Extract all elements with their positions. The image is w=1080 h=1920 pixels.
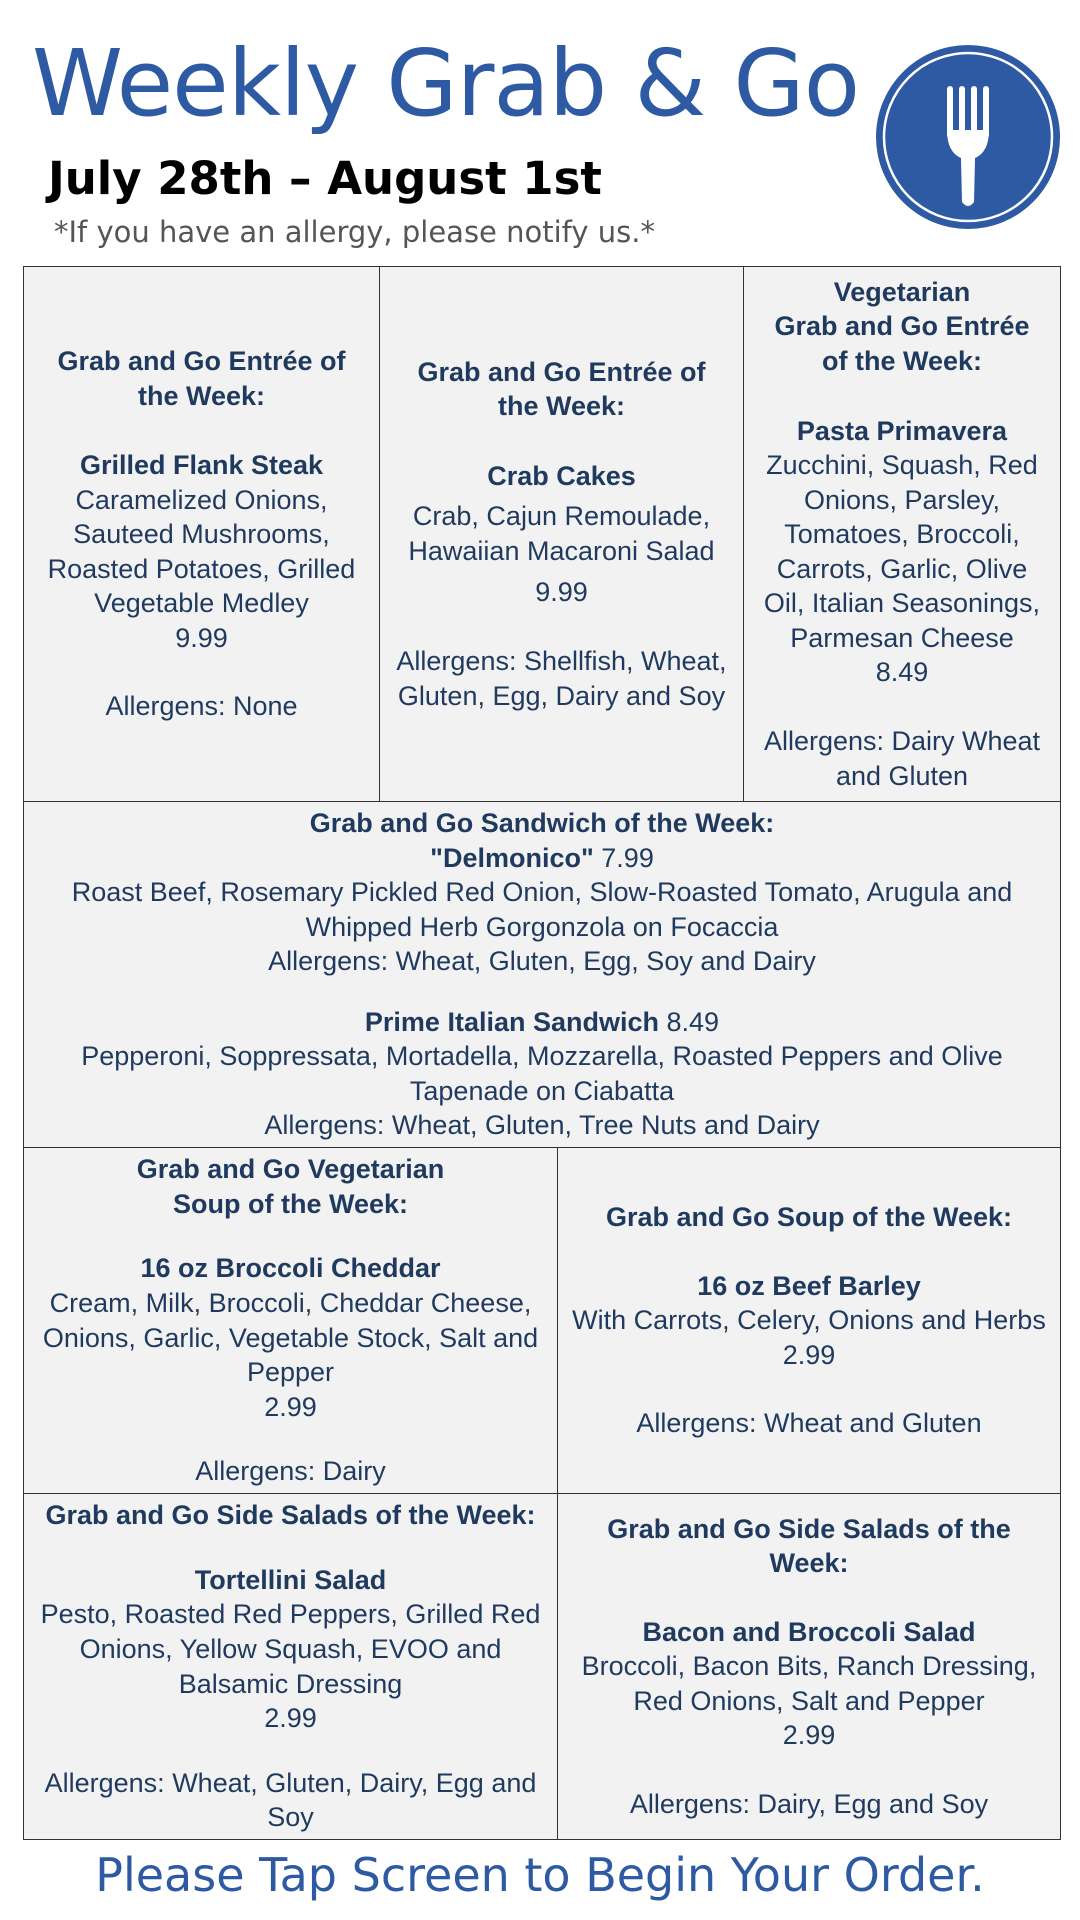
soup-description: Cream, Milk, Broccoli, Cheddar Cheese, Onions, Garlic, Vegetable Stock, Salt and Pepper — [42, 1287, 539, 1388]
menu-grid — [23, 266, 1061, 1840]
sandwich-item-1-title — [430, 841, 654, 876]
sandwich-price: 8.49 — [666, 1006, 720, 1037]
sandwich-heading: Grab and Go Sandwich of the Week: — [309, 808, 775, 838]
soup-name: 16 oz Beef Barley — [697, 1270, 921, 1301]
soup-name: 16 oz Broccoli Cheddar — [140, 1253, 441, 1284]
salad-name: Tortellini Salad — [194, 1564, 387, 1595]
entree-heading: Grab and Go Entrée of the Week: — [417, 356, 706, 422]
entree-allergens: Allergens: None — [105, 691, 298, 722]
entree-heading-prefix: Vegetarian — [833, 276, 971, 307]
tap-to-begin-prompt[interactable]: Please Tap Screen to Begin Your Order. — [95, 1848, 985, 1902]
allergy-notice: *If you have an allergy, please notify us.* — [54, 215, 655, 249]
salad-description: Pesto, Roasted Red Peppers, Grilled Red Onions, Yellow Squash, EVOO and Balsamic Dressing — [40, 1599, 541, 1699]
soup-price: 2.99 — [264, 1391, 317, 1422]
salad-price: 2.99 — [782, 1720, 836, 1751]
sandwich-item-2-title — [365, 1005, 719, 1040]
entree-heading: Grab and Go Entrée of the Week: — [57, 346, 346, 411]
sandwich-description: Pepperoni, Soppressata, Mortadella, Mozzarella, Roasted Peppers and Olive Tapenade on Ciabatta — [81, 1041, 1003, 1106]
entree-card-1[interactable] — [23, 266, 380, 802]
soup-description: With Carrots, Celery, Onions and Herbs — [572, 1305, 1046, 1336]
page-title: Weekly Grab & Go — [32, 30, 860, 137]
salad-heading: Grab and Go Side Salads of the Week: — [607, 1513, 1011, 1579]
soup-heading: Grab and Go Soup of the Week: — [605, 1202, 1013, 1233]
entree-allergens: Allergens: Dairy Wheat and Gluten — [763, 725, 1041, 791]
salad-allergens: Allergens: Wheat, Gluten, Dairy, Egg and Soy — [44, 1767, 537, 1833]
entree-name: Grilled Flank Steak — [79, 450, 324, 481]
entree-card-3[interactable] — [743, 266, 1061, 802]
sandwich-allergens: Allergens: Wheat, Gluten, Egg, Soy and Dairy — [268, 946, 816, 977]
soup-card-1[interactable] — [23, 1147, 558, 1494]
entree-card-2[interactable] — [379, 266, 744, 802]
entree-price: 8.49 — [875, 657, 929, 688]
soup-card-2[interactable] — [557, 1147, 1061, 1494]
sandwich-allergens: Allergens: Wheat, Gluten, Tree Nuts and Dairy — [264, 1110, 820, 1141]
entree-description: Caramelized Onions, Sauteed Mushrooms, Roasted Potatoes, Grilled Vegetable Medley — [47, 484, 356, 619]
fork-icon — [875, 44, 1061, 230]
salad-price: 2.99 — [264, 1703, 317, 1734]
salad-heading: Grab and Go Side Salads of the Week: — [45, 1500, 536, 1530]
entree-price: 9.99 — [535, 576, 588, 607]
soup-price: 2.99 — [782, 1339, 836, 1370]
sandwich-description: Roast Beef, Rosemary Pickled Red Onion, Slow-Roasted Tomato, Arugula and Whipped Herb Gorgonzola on Focaccia — [71, 877, 1013, 942]
salad-description: Broccoli, Bacon Bits, Ranch Dressing, Red Onions, Salt and Pepper — [581, 1651, 1037, 1716]
entree-name: Pasta Primavera — [796, 415, 1008, 446]
salad-allergens: Allergens: Dairy, Egg and Soy — [629, 1788, 989, 1819]
soup-heading-line2: Soup of the Week: — [172, 1188, 408, 1219]
salad-card-2[interactable] — [557, 1493, 1061, 1840]
sandwich-name: Prime Italian Sandwich — [364, 1006, 659, 1037]
entree-name: Crab Cakes — [487, 460, 636, 491]
sandwich-name: "Delmonico" — [430, 842, 594, 873]
sandwich-card[interactable] — [23, 801, 1061, 1148]
entree-description: Zucchini, Squash, Red Onions, Parsley, Tomatoes, Broccoli, Carrots, Garlic, Olive Oil, Italian Seasonings, Parmesan Cheese — [763, 450, 1041, 653]
entree-heading: Grab and Go Entrée of the Week: — [774, 311, 1030, 377]
entree-price: 9.99 — [175, 622, 228, 653]
salad-card-1[interactable] — [23, 1493, 558, 1840]
entree-allergens: Allergens: Shellfish, Wheat, Gluten, Egg, Dairy and Soy — [396, 646, 727, 711]
soup-allergens: Allergens: Dairy — [195, 1456, 386, 1487]
sandwich-price: 7.99 — [601, 842, 654, 873]
date-range: July 28th – August 1st — [48, 152, 602, 205]
entree-description: Crab, Cajun Remoulade, Hawaiian Macaroni Salad — [408, 501, 715, 566]
salad-name: Bacon and Broccoli Salad — [642, 1616, 976, 1647]
soup-allergens: Allergens: Wheat and Gluten — [636, 1408, 982, 1439]
soup-heading-line1: Grab and Go Vegetarian — [136, 1154, 445, 1184]
